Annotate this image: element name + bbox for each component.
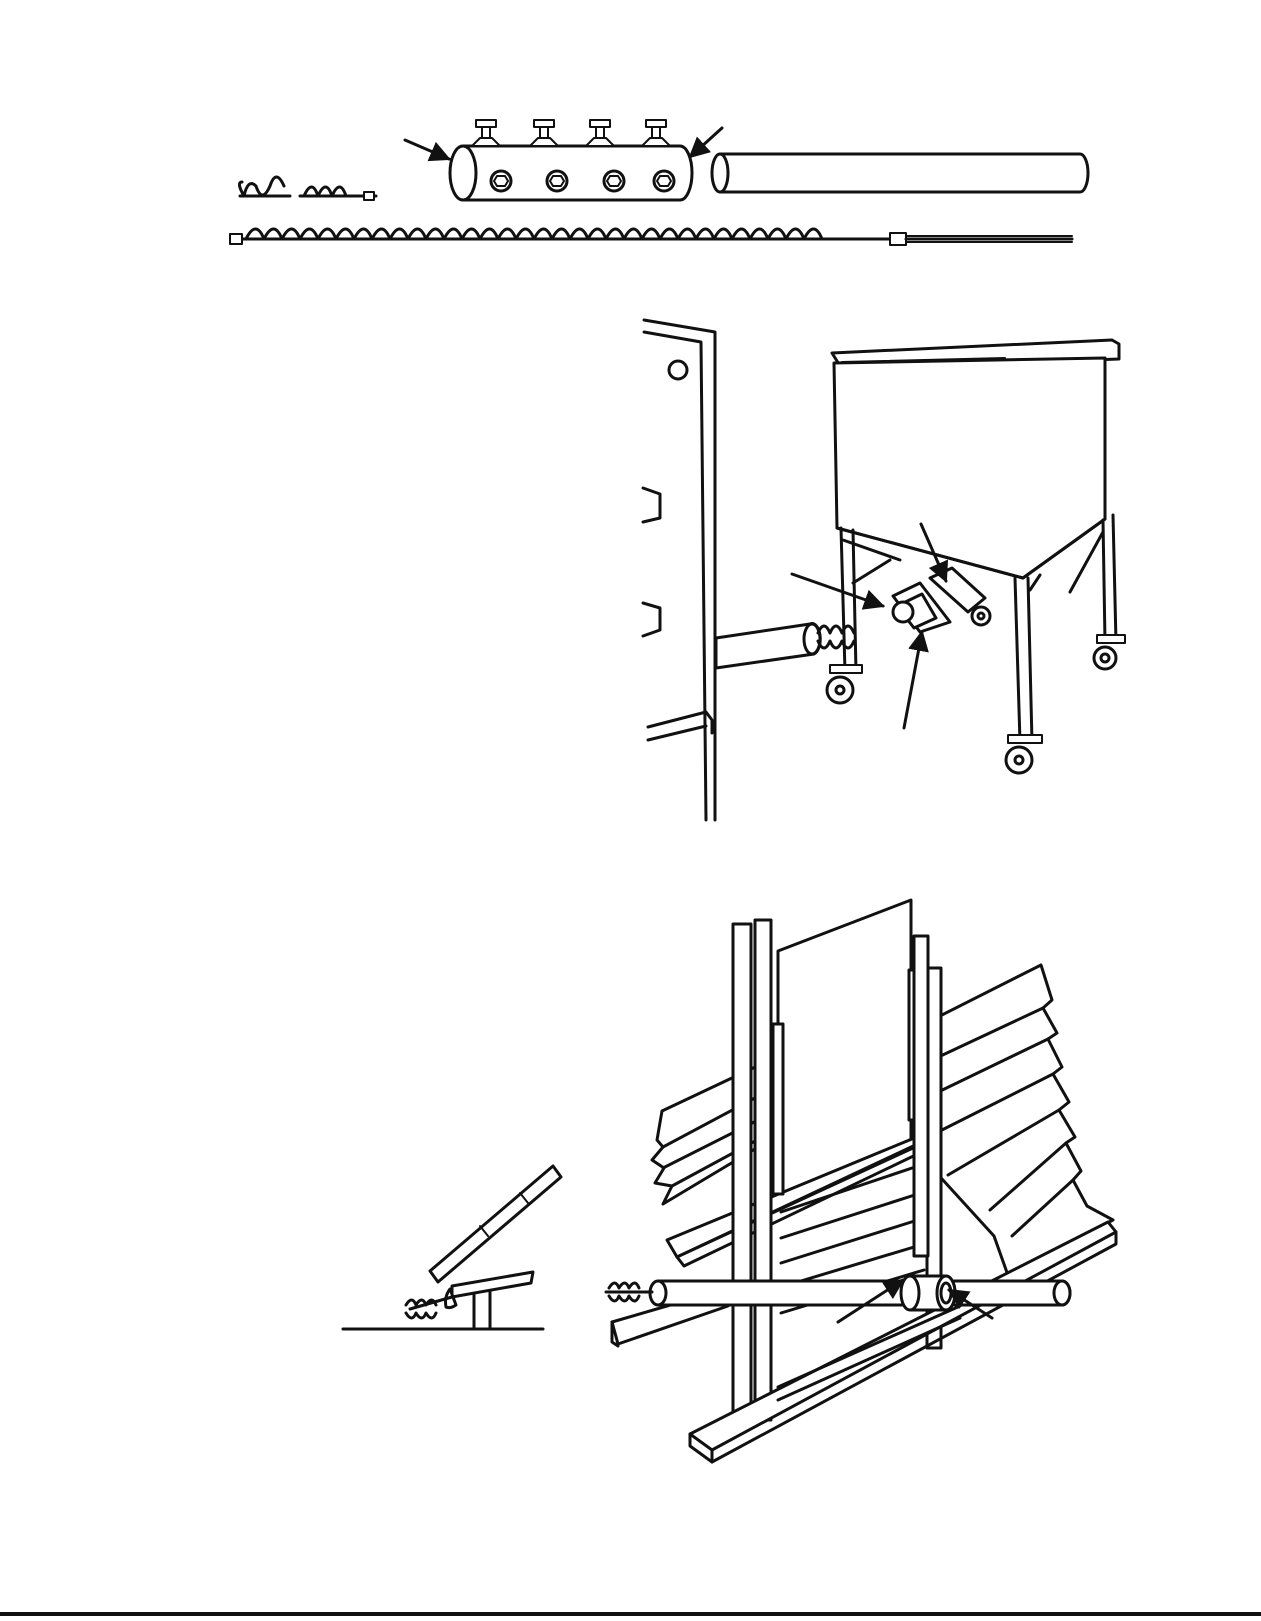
callout-arrow-tube-right xyxy=(690,128,722,157)
extension-tube xyxy=(712,154,1088,192)
tube-support-detail xyxy=(343,1166,561,1329)
caster-rear-right xyxy=(1094,635,1125,669)
short-auger-1 xyxy=(239,177,290,196)
coupler xyxy=(901,1276,955,1310)
caster-rear-left xyxy=(972,607,990,625)
feed-tube-with-setscrews xyxy=(450,120,692,200)
caster-front-right xyxy=(1006,735,1042,773)
setscrews xyxy=(472,120,670,146)
stove-side-panel xyxy=(643,320,715,820)
rack-installation xyxy=(343,900,1116,1462)
short-auger-2 xyxy=(300,187,376,200)
callout-arrow-flange xyxy=(904,632,922,728)
caster-front-left xyxy=(827,665,862,703)
callout-arrow-tube-left xyxy=(405,140,449,159)
stove-auger-tube xyxy=(716,624,854,668)
outlet-flange xyxy=(893,583,950,632)
parts-layout xyxy=(230,120,1088,245)
page-bottom-rule xyxy=(0,1612,1261,1616)
hopper-on-casters xyxy=(827,340,1125,773)
auger-tube xyxy=(606,1281,1070,1305)
callout-arrow-outlet xyxy=(792,574,883,606)
hopper-connection xyxy=(643,320,1125,820)
long-auger xyxy=(230,229,1072,245)
